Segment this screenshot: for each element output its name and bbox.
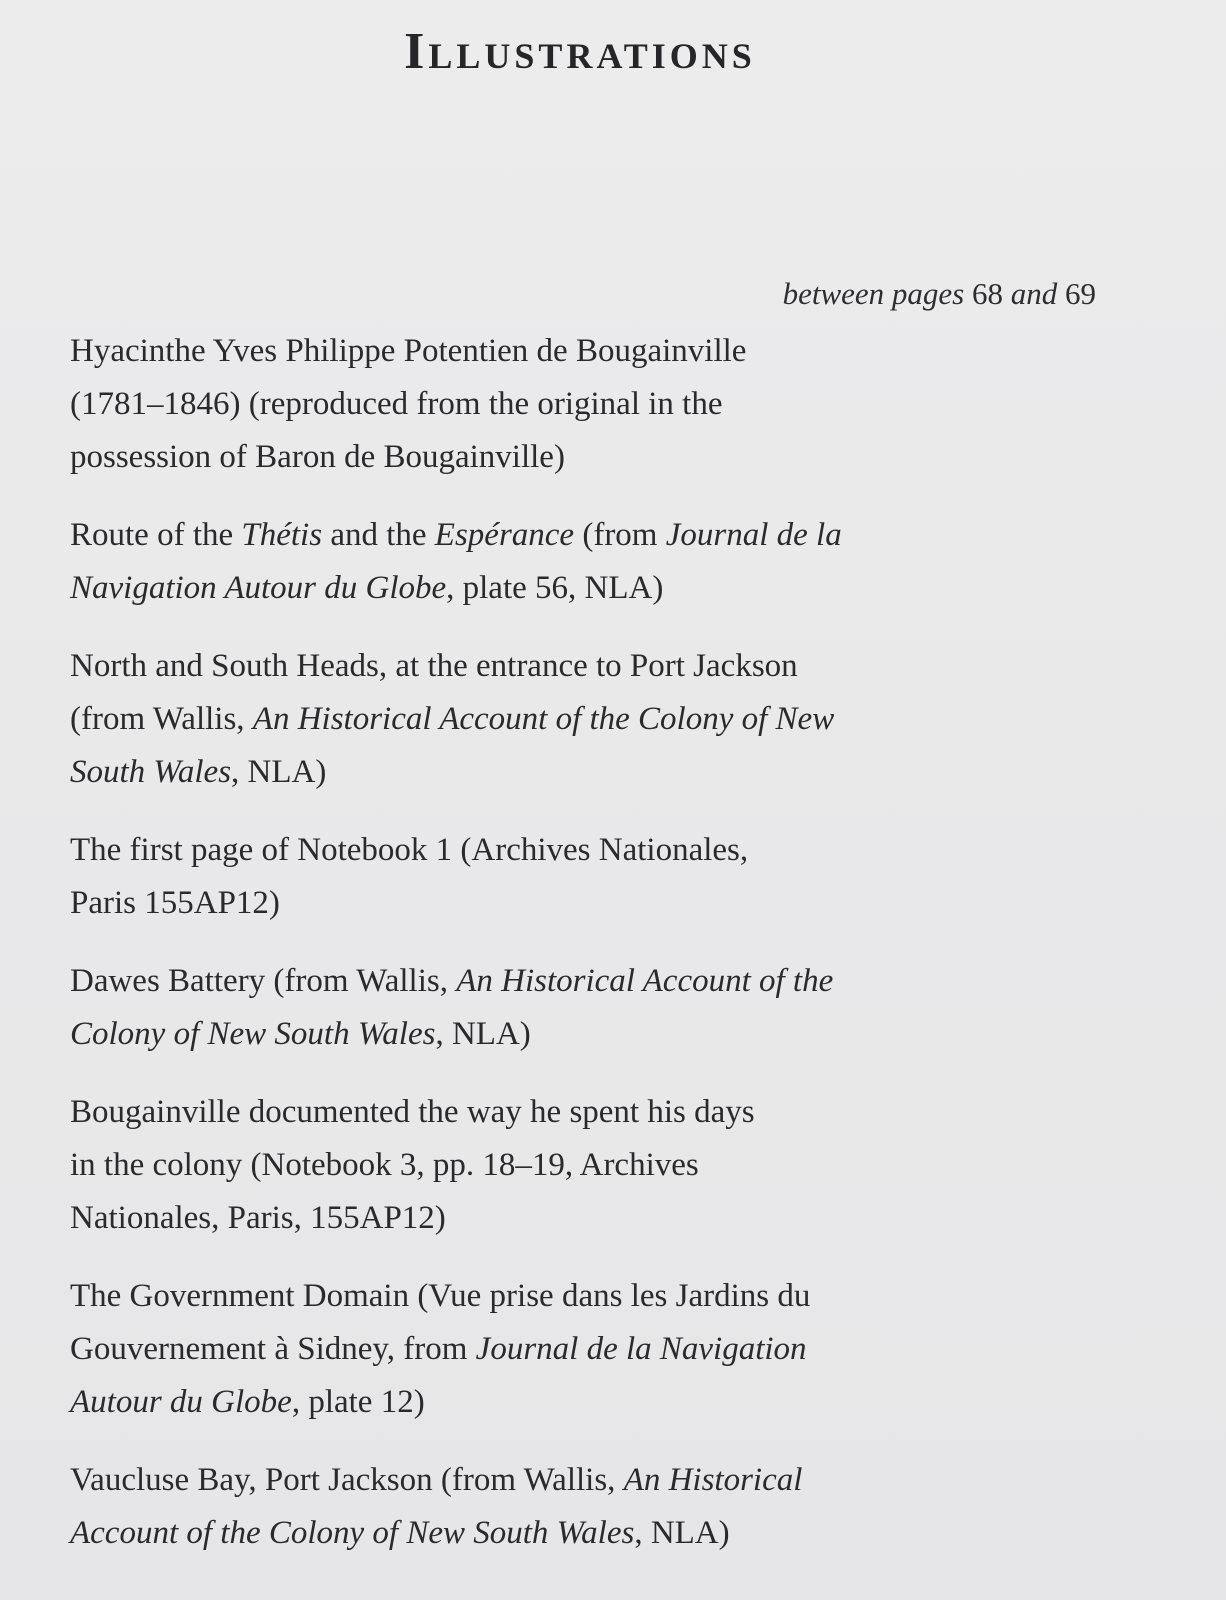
entry-text: The first page of Notebook 1 (Archives Nationales, bbox=[70, 832, 749, 868]
entry-text: , plate 56, NLA) bbox=[446, 570, 664, 606]
entry-source-title: South Wales bbox=[70, 754, 232, 790]
illustration-entry bbox=[70, 509, 950, 615]
entry-text: and the bbox=[322, 517, 435, 553]
entry-text: Nationales, Paris, 155AP12) bbox=[70, 1200, 446, 1236]
entry-text: (1781–1846) (reproduced from the original in the bbox=[70, 386, 723, 422]
illustration-entry bbox=[70, 640, 950, 799]
entry-text: (from Wallis, bbox=[70, 701, 253, 737]
page-range-note bbox=[783, 276, 1096, 312]
entry-text: , plate 12) bbox=[291, 1384, 425, 1420]
entry-text: in the colony (Notebook 3, pp. 18–19, Archives bbox=[70, 1147, 699, 1183]
entry-source-title: An Historical Account of the bbox=[456, 963, 834, 999]
entry-text: North and South Heads, at the entrance to Port Jackson bbox=[70, 648, 798, 684]
entry-text: (from bbox=[574, 517, 666, 553]
page-range-second: 69 bbox=[1065, 276, 1096, 311]
entry-text: The Government Domain (Vue prise dans les Jardins du bbox=[70, 1278, 811, 1314]
entry-text: Vaucluse Bay, Port Jackson (from Wallis, bbox=[70, 1462, 624, 1498]
illustration-list bbox=[70, 325, 950, 1585]
entry-ship-name: Thétis bbox=[241, 517, 323, 553]
illustration-entry bbox=[70, 325, 950, 484]
entry-source-title: Autour du Globe bbox=[70, 1384, 292, 1420]
entry-text: Route of the bbox=[70, 517, 242, 553]
entry-text: Hyacinthe Yves Philippe Potentien de Bougainville bbox=[70, 333, 747, 369]
entry-text: , NLA) bbox=[435, 1016, 531, 1052]
entry-text: possession of Baron de Bougainville) bbox=[70, 439, 565, 475]
entry-text: Gouvernement à Sidney, from bbox=[70, 1331, 476, 1367]
entry-source-title: An Historical bbox=[623, 1462, 803, 1498]
entry-ship-name: Espérance bbox=[434, 517, 575, 553]
entry-source-title: Account of the Colony of New South Wales bbox=[70, 1515, 635, 1551]
entry-text: , NLA) bbox=[231, 754, 327, 790]
entry-source-title: Journal de la bbox=[665, 517, 842, 553]
page-title: Illustrations bbox=[404, 23, 756, 80]
illustration-entry bbox=[70, 1270, 950, 1429]
illustration-entry bbox=[70, 824, 950, 930]
page-range-prefix: between pages bbox=[782, 276, 965, 311]
entry-source-title: Colony of New South Wales bbox=[70, 1016, 436, 1052]
illustration-entry bbox=[70, 955, 950, 1061]
entry-text: Paris 155AP12) bbox=[70, 885, 280, 921]
entry-text: Bougainville documented the way he spent his days bbox=[70, 1094, 755, 1130]
entry-source-title: An Historical Account of the Colony of New bbox=[252, 701, 835, 737]
entry-source-title: Navigation Autour du Globe bbox=[70, 570, 447, 606]
page-range-joiner: and bbox=[1010, 276, 1058, 311]
illustration-entry bbox=[70, 1086, 950, 1245]
entry-text: Dawes Battery (from Wallis, bbox=[70, 963, 457, 999]
entry-source-title: Journal de la Navigation bbox=[475, 1331, 807, 1367]
entry-text: , NLA) bbox=[634, 1515, 730, 1551]
page-range-first: 68 bbox=[972, 276, 1003, 311]
illustration-entry bbox=[70, 1454, 950, 1560]
